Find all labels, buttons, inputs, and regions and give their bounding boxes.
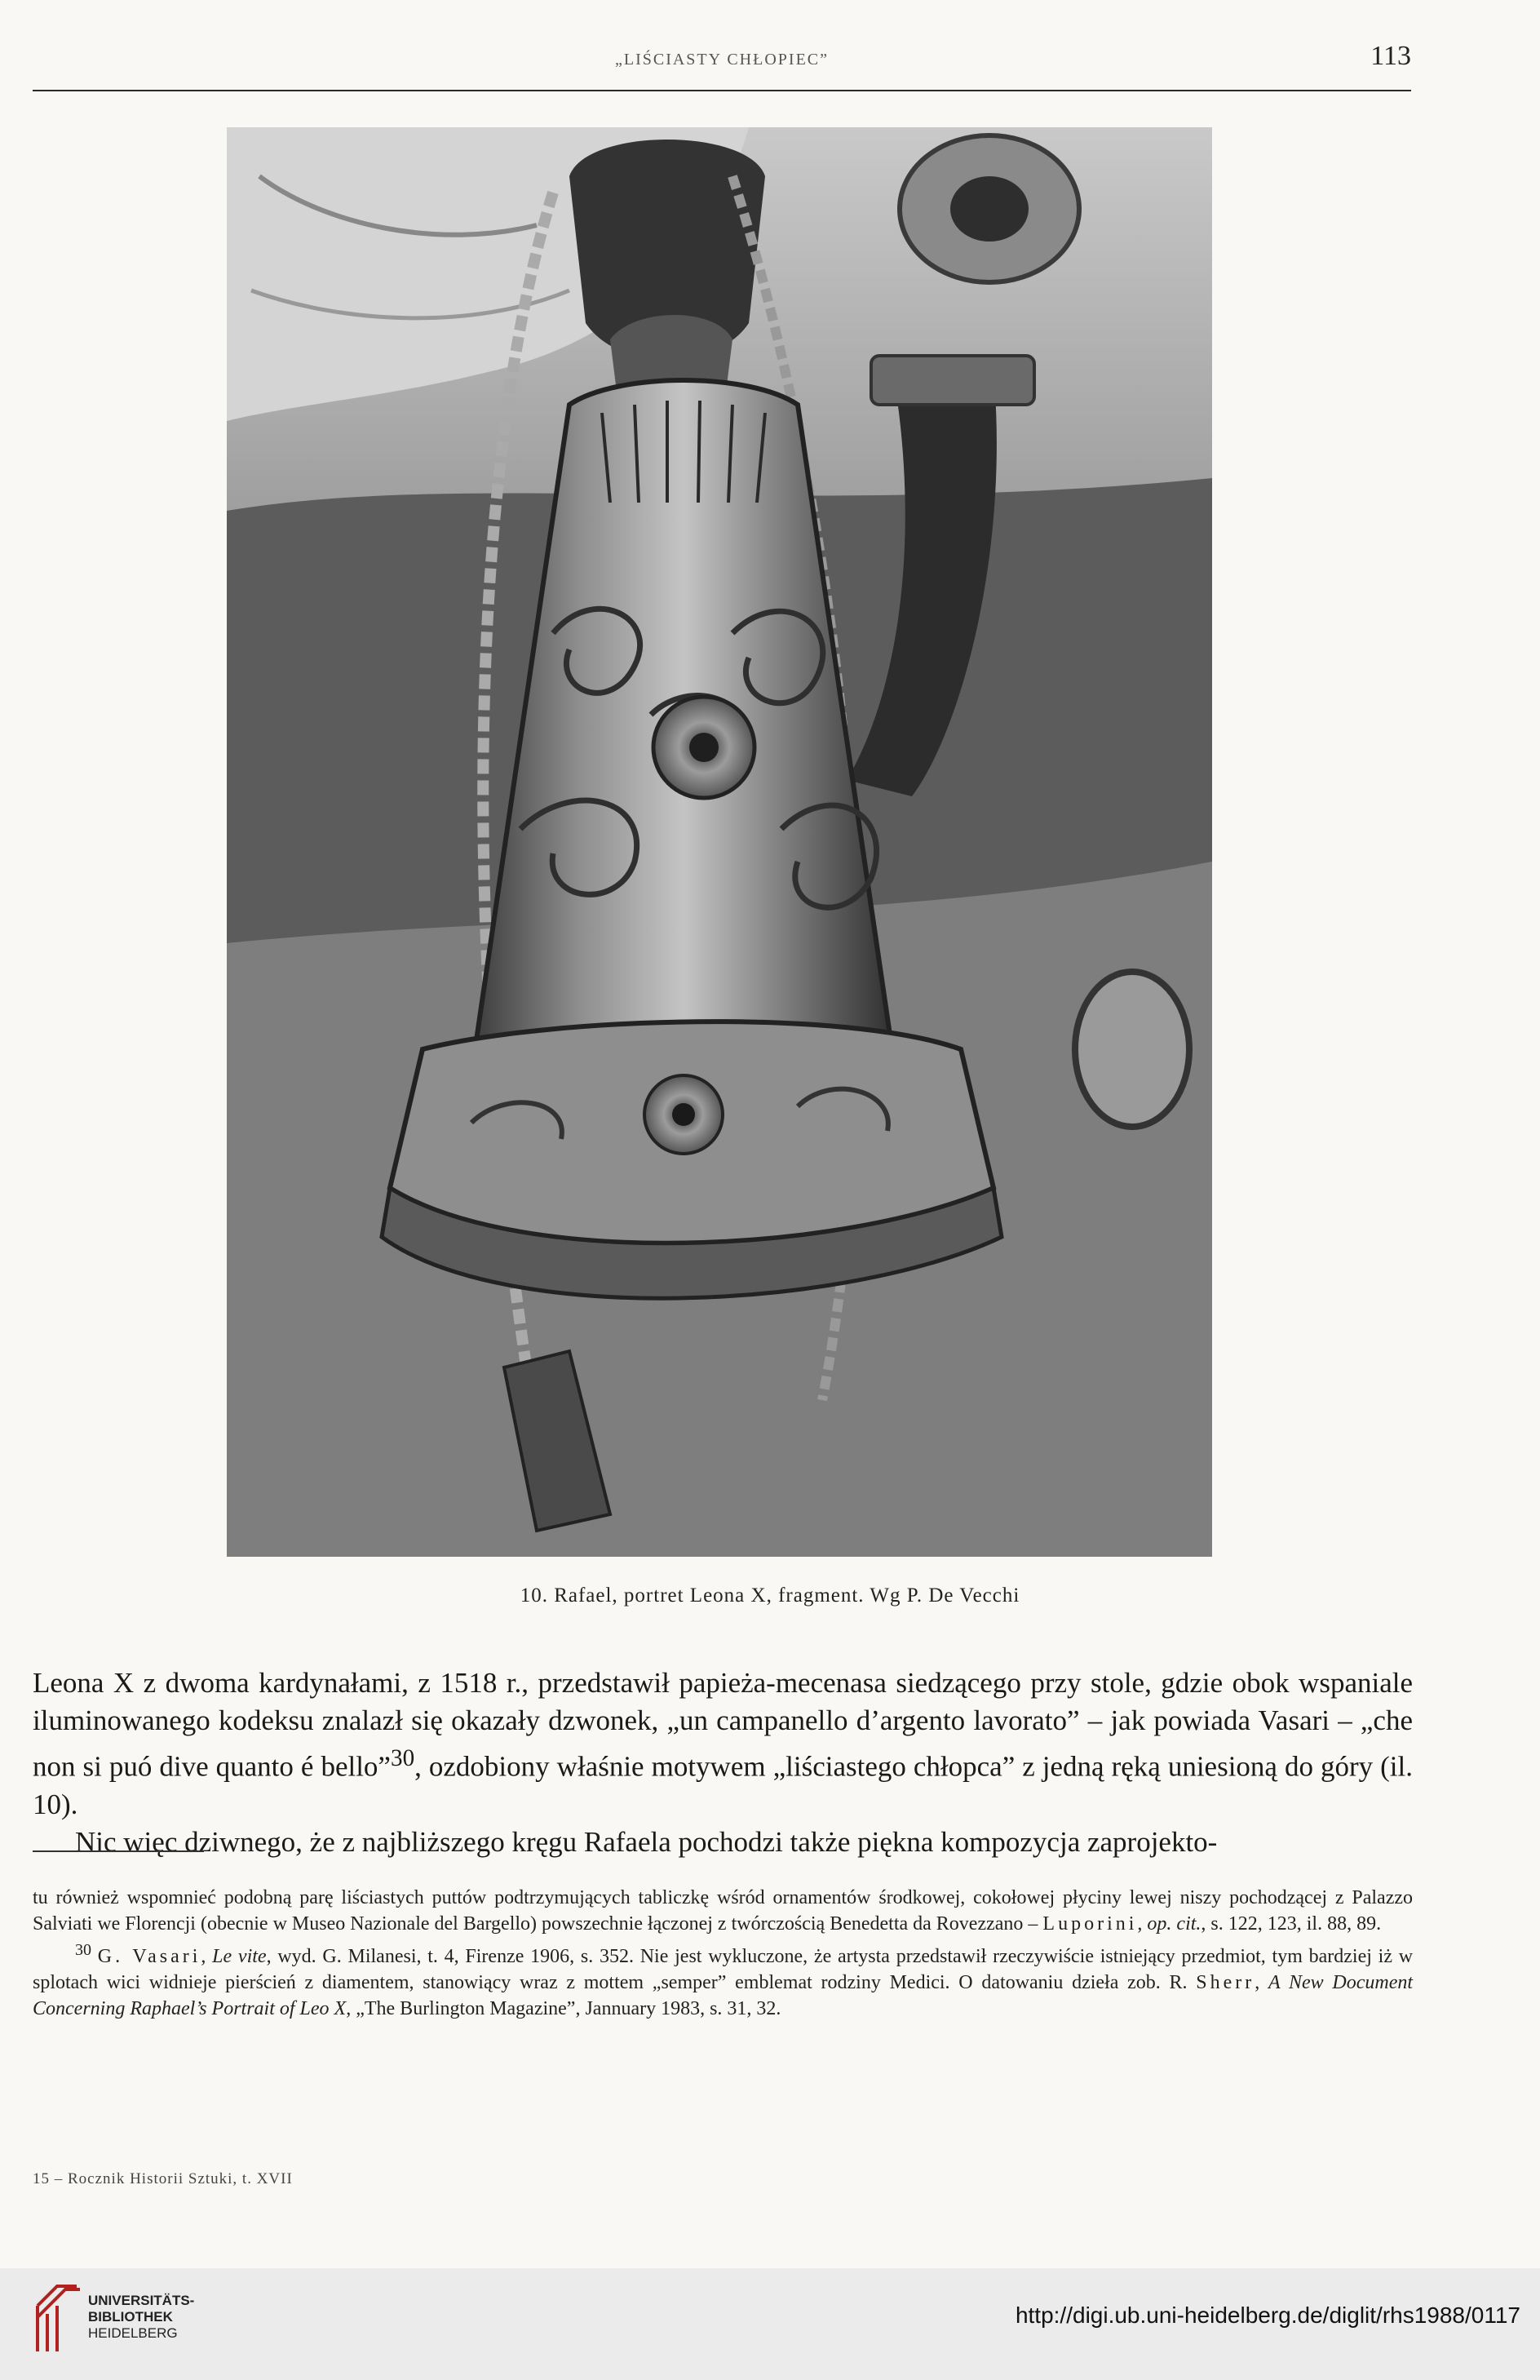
work-title: Le vite: [212, 1946, 267, 1967]
page-number: 113: [1370, 41, 1411, 71]
footnote-29-continued: tu również wspomnieć podobną parę liściastych puttów podtrzymujących tabliczkę wśród ornamentów środkowej, cokołowej płyciny lewej niszy pochodzącej z Palazzo Salviati we Florencji (obecnie w Museo Nazionale del Bargello) powszechnie łączonej z twórczością Benedetta da Rovezzano – Luporini, op. cit., s. 122, 123, il. 88, 89.: [33, 1887, 1413, 1935]
printer-signature: 15 – Rocznik Historii Sztuki, t. XVII: [33, 2170, 293, 2187]
figure-caption: 10. Rafael, portret Leona X, fragment. Wg P. De Vecchi: [520, 1584, 1020, 1607]
author-name: Luporini: [1042, 1913, 1138, 1935]
running-head: [33, 33, 1411, 91]
ub-heidelberg-logo-icon: [33, 2281, 90, 2356]
work-title: A New Document Concerning Raphael’s Portrait of Leo X: [33, 1972, 1414, 2019]
author-name: Sherr: [1196, 1972, 1255, 1993]
paragraph: Nic więc dziwnego, że z najbliższego kręgu Rafaela pochodzi także piękna kompozycja zaprojekto-: [75, 1825, 1218, 1858]
paragraph-text: Leona X z dwoma kardynałami, z 1518 r., przedstawił papieża-mecenasa siedzącego przy stole, gdzie obok wspaniale iluminowanego kodeksu znalazł się okazały dzwonek, „un campanello d’argento lavorato” – jak powiada Vasari – „che non si puó dive quanto é bello”: [33, 1667, 1413, 1783]
footnote-ref: 30: [390, 1745, 415, 1771]
citation-ref: op. cit.: [1147, 1913, 1201, 1935]
footnote-number: 30: [75, 1941, 91, 1959]
footnote-30: $^{30}$ G. Vasari, Le vite, wyd. G. Milanesi, t. 4, Firenze 1906, s. 352. Nie jest wykluczone, że artysta przedstawił rzeczywiście istniejący przedmiot, tym bardziej iż w splotach wici widnieje pierścień z diamentem, stanowiący wraz z mottem „semper” emblemat rodziny Medici. O datowaniu dzieła zob. R. Sherr, A New Document Concerning Raphael’s Portrait of Leo X, „The Burlington Magazine”, Jannuary 1983, s. 31, 32.: [33, 1941, 1414, 2019]
library-name: UNIVERSITÄTS- BIBLIOTHEK HEIDELBERG: [88, 2293, 195, 2341]
paragraph-text: , ozdobiony właśnie motywem „liściastego chłopca” z jedną ręką uniesioną do góry (il. 10).: [33, 1750, 1413, 1820]
running-title: „LIŚCIASTY CHŁOPIEC”: [614, 51, 830, 69]
source-url-link[interactable]: http://digi.ub.uni-heidelberg.de/diglit/rhs1988/0117: [1015, 2302, 1520, 2328]
footnote-rule: [33, 1850, 204, 1852]
footnotes: [33, 1885, 1413, 2022]
paragraph: [33, 1664, 1413, 1824]
figure-image: [227, 127, 1212, 1557]
body-text: [33, 1664, 1413, 1861]
author-name: G. Vasari: [97, 1946, 201, 1967]
